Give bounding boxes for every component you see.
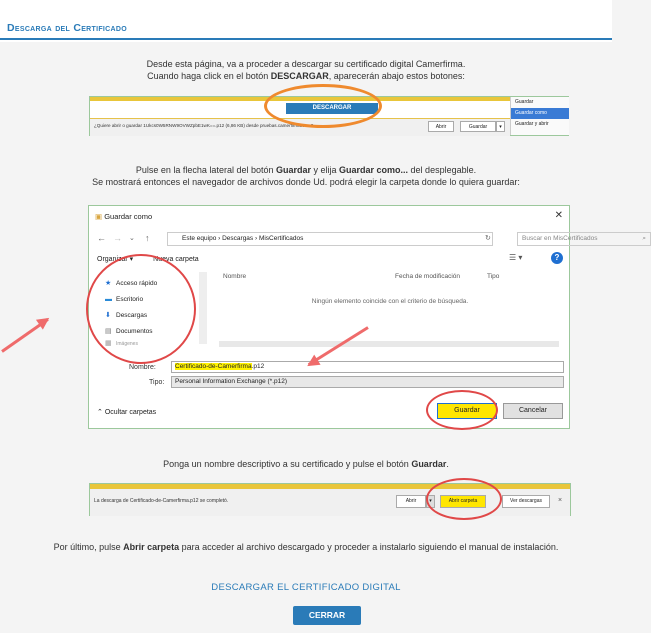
bar2-open-button[interactable]: Abrir xyxy=(396,495,426,508)
filename-field[interactable] xyxy=(171,361,564,373)
filename-highlight: Certificado-de-Camerfirma xyxy=(175,363,252,370)
image-icon: ▦ xyxy=(105,340,112,347)
save-dropdown-menu xyxy=(510,97,569,135)
name-label: Nombre: xyxy=(129,364,156,371)
download-certificate-link[interactable]: DESCARGAR EL CERTIFICADO DIGITAL xyxy=(211,582,401,593)
intro-line-2-pre: Cuando haga click en el botón xyxy=(147,71,271,81)
save-button-ring xyxy=(426,390,498,430)
p3-post: . xyxy=(446,459,449,469)
highlight-ring xyxy=(264,84,382,128)
nav-label: Acceso rápido xyxy=(116,280,158,287)
new-folder-button[interactable]: Nueva carpeta xyxy=(153,256,199,263)
back-arrow-icon[interactable]: ← xyxy=(97,233,106,243)
help-icon[interactable]: ? xyxy=(551,252,563,264)
intro-line-2 xyxy=(0,70,612,82)
refresh-icon[interactable]: ↻ xyxy=(485,235,491,242)
instruction-3 xyxy=(0,459,612,469)
nav-label: Documentos xyxy=(116,328,153,335)
descargar-button[interactable]: DESCARGAR xyxy=(286,103,378,114)
p3-pre: Ponga un nombre descriptivo a su certificado y pulse el botón xyxy=(163,459,412,469)
close-button[interactable]: CERRAR xyxy=(293,606,361,625)
view-options-icon[interactable]: ☰ ▾ xyxy=(509,253,523,262)
save-button[interactable]: Guardar xyxy=(460,121,496,132)
desktop-icon: ▬ xyxy=(105,296,112,303)
title-rule xyxy=(0,38,612,40)
forward-arrow-icon[interactable]: → xyxy=(113,233,122,243)
menu-item-save[interactable]: Guardar xyxy=(515,99,534,105)
col-name[interactable]: Nombre xyxy=(223,273,247,280)
nav-scrollbar[interactable] xyxy=(199,272,207,344)
p2-post: del desplegable. xyxy=(408,165,477,175)
up-arrow-icon[interactable]: ↑ xyxy=(145,233,150,243)
bar2-close-icon[interactable]: × xyxy=(558,497,563,504)
instruction-2-line-1 xyxy=(0,164,612,176)
nav-label: Escritorio xyxy=(116,296,144,303)
document-icon: ▤ xyxy=(105,328,112,335)
file-type-select[interactable]: Personal Information Exchange (*.p12) xyxy=(171,376,564,388)
hide-folders-label: Ocultar carpetas xyxy=(104,409,157,416)
intro-text xyxy=(0,58,612,82)
p4-bold: Abrir carpeta xyxy=(123,542,180,552)
download-complete-message: La descarga de Certificado-de-Camerfirma.p12 se completó. xyxy=(94,498,229,504)
column-headers xyxy=(217,273,563,285)
open-folder-button[interactable]: Abrir carpeta xyxy=(440,495,486,508)
dialog-title xyxy=(95,212,152,221)
dialog-save-button[interactable]: Guardar xyxy=(437,403,497,419)
menu-item-save-as[interactable]: Guardar como xyxy=(511,108,569,119)
title-bar xyxy=(0,0,612,42)
chevron-up-icon: ⌃ xyxy=(97,409,103,416)
horizontal-scrollbar[interactable] xyxy=(219,341,559,347)
nav-row xyxy=(89,230,646,248)
organize-button[interactable]: Organizar ▾ xyxy=(97,256,134,263)
p4-post: para acceder al archivo descargado y proceder a instalarlo siguiendo el manual de instalación. xyxy=(179,542,559,552)
nav-pane-ring xyxy=(86,254,196,364)
view-downloads-button[interactable]: Ver descargas xyxy=(502,495,550,508)
bar2-dropdown-icon[interactable]: ▾ xyxy=(426,495,435,508)
dialog-title-text: Guardar como xyxy=(104,212,153,221)
menu-item-save-open[interactable]: Guardar y abrir xyxy=(515,121,549,127)
nav-label: Descargas xyxy=(116,312,148,319)
intro-line-2-bold: DESCARGAR xyxy=(270,71,329,81)
empty-message: Ningún elemento coincide con el criterio de búsqueda. xyxy=(311,298,469,305)
p2-bold-2: Guardar como... xyxy=(339,165,409,175)
download-question: ¿Quiere abrir o guardar 1Ukcs0W5RNW9OVWZpbE1wK==.p12 (6,86 KB) desde pruebas.camerfirma.com? xyxy=(94,123,314,128)
open-button[interactable]: Abrir xyxy=(428,121,454,132)
instruction-4 xyxy=(0,542,612,552)
arrow-left xyxy=(1,318,49,353)
dialog-cancel-button[interactable]: Cancelar xyxy=(503,403,563,419)
folder-icon: ▣ xyxy=(95,212,103,221)
page-title: Descarga del Certificado xyxy=(7,22,127,34)
close-icon[interactable]: ✕ xyxy=(554,210,563,221)
hide-folders-toggle[interactable] xyxy=(97,408,156,416)
p2-bold-1: Guardar xyxy=(275,165,311,175)
save-dropdown-arrow-icon[interactable]: ▾ xyxy=(496,121,505,132)
col-type[interactable]: Tipo xyxy=(487,273,500,280)
search-icon: ⌕ xyxy=(642,235,646,242)
search-input[interactable] xyxy=(517,232,651,246)
download-icon: ⬇ xyxy=(105,312,111,319)
search-placeholder: Buscar en MisCertificados xyxy=(522,235,598,242)
filename-ext: .p12 xyxy=(251,363,265,370)
nav-label: Imágenes xyxy=(116,341,138,347)
address-path: Este equipo › Descargas › MisCertificados xyxy=(182,235,304,242)
p3-bold: Guardar xyxy=(411,459,447,469)
intro-line-1: Desde esta página, va a proceder a descargar su certificado digital Camerfirma. xyxy=(146,59,466,69)
instruction-2 xyxy=(0,164,612,188)
col-date[interactable]: Fecha de modificación xyxy=(395,273,461,280)
type-label: Tipo: xyxy=(149,379,165,386)
address-bar[interactable] xyxy=(167,232,493,246)
p4-pre: Por último, pulse xyxy=(53,542,124,552)
chevron-down-icon[interactable]: ⌄ xyxy=(129,235,135,242)
p2-pre: Pulse en la flecha lateral del botón xyxy=(135,165,276,175)
star-icon: ★ xyxy=(105,280,112,287)
intro-line-2-post: , aparecerán abajo estos botones: xyxy=(328,71,465,81)
open-folder-ring xyxy=(426,478,502,520)
p2-mid: y elija xyxy=(311,165,340,175)
instruction-2-line-2: Se mostrará entonces el navegador de archivos donde Ud. podrá elegir la carpeta donde lo quiera guardar: xyxy=(92,177,520,187)
